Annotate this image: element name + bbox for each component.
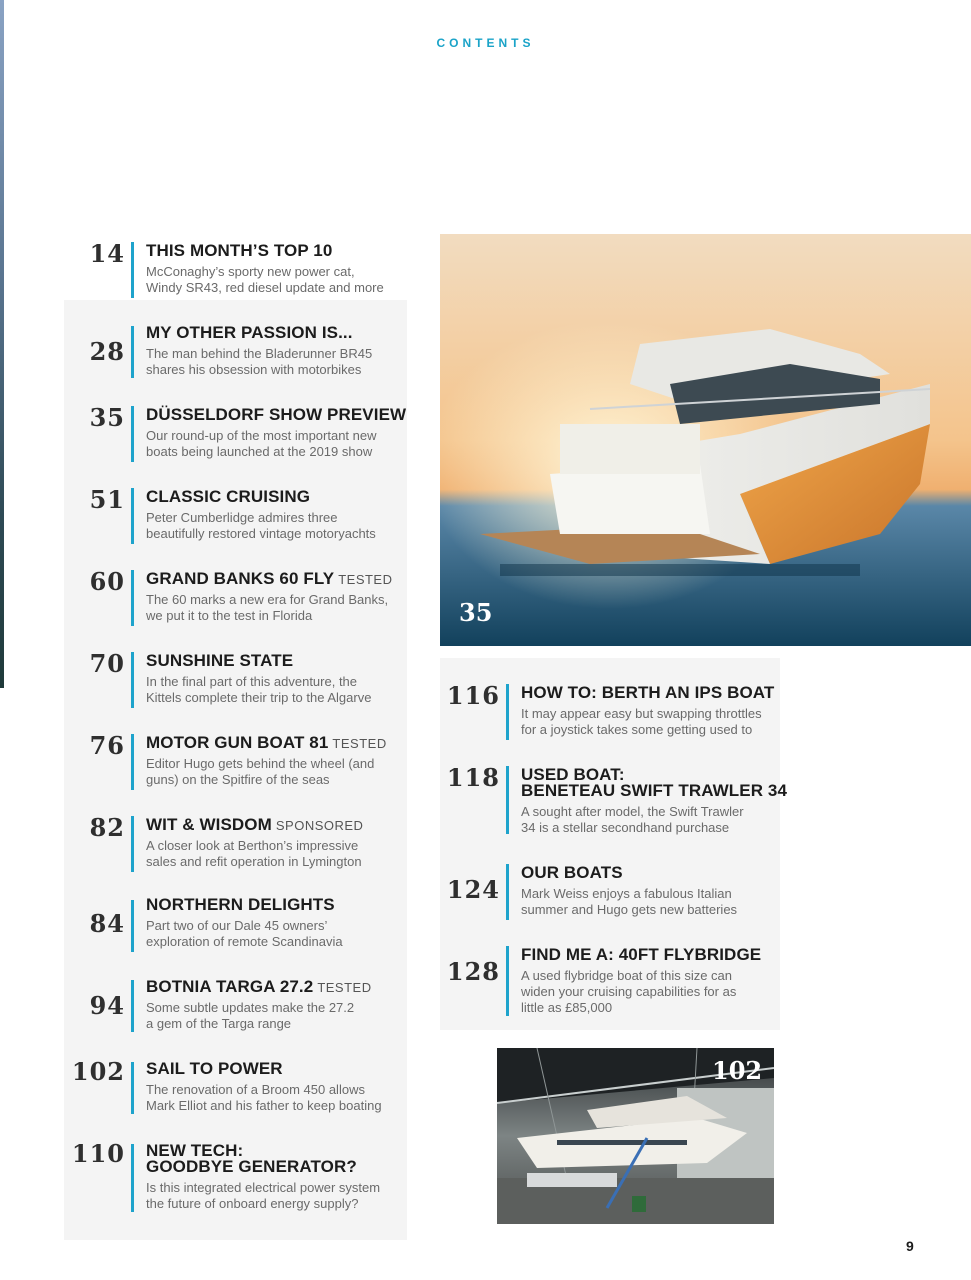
hero-photo-page-label: 35 bbox=[459, 598, 493, 627]
entry-description: a gem of the Targa range bbox=[146, 1016, 292, 1031]
entry-title: GRAND BANKS 60 FLY TESTED bbox=[146, 569, 393, 588]
page-number-label: 128 bbox=[446, 957, 500, 986]
shed-photo-page-label: 102 bbox=[712, 1056, 763, 1085]
entry-tag: SPONSORED bbox=[275, 818, 364, 833]
entry-description: little as £85,000 bbox=[521, 1000, 613, 1015]
accent-bar bbox=[131, 980, 134, 1032]
entry-description: The renovation of a Broom 450 allows bbox=[146, 1082, 365, 1097]
page-number-label: 35 bbox=[89, 403, 125, 432]
entry-description: A closer look at Berthon’s impressive bbox=[146, 838, 359, 853]
contents-entry[interactable] bbox=[375, 862, 795, 928]
contents-entry[interactable] bbox=[0, 240, 420, 306]
section-header: CONTENTS bbox=[436, 36, 535, 50]
entry-title: MY OTHER PASSION IS... bbox=[146, 323, 353, 342]
page-number-label: 102 bbox=[71, 1057, 125, 1086]
accent-bar bbox=[131, 1062, 134, 1114]
page-number-label: 124 bbox=[446, 875, 500, 904]
page-number-label: 118 bbox=[446, 763, 500, 792]
boat-cockpit bbox=[560, 424, 700, 474]
contents-entry[interactable] bbox=[0, 650, 420, 716]
accent-bar bbox=[131, 406, 134, 462]
entry-description: It may appear easy but swapping throttles bbox=[521, 706, 762, 721]
accent-bar bbox=[506, 766, 509, 834]
entry-title: WIT & WISDOM SPONSORED bbox=[146, 815, 364, 834]
folio-page-number: 9 bbox=[906, 1238, 914, 1254]
contents-entry[interactable] bbox=[0, 322, 420, 388]
entry-title-line2: BENETEAU SWIFT TRAWLER 34 bbox=[521, 781, 788, 800]
accent-bar bbox=[131, 816, 134, 872]
entry-title-line2: GOODBYE GENERATOR? bbox=[146, 1157, 357, 1176]
entry-description: beautifully restored vintage motoryachts bbox=[146, 526, 376, 541]
entry-description: for a joystick takes some getting used to bbox=[521, 722, 753, 737]
entry-title: FIND ME A: 40FT FLYBRIDGE bbox=[521, 945, 762, 964]
entry-description: 34 is a stellar secondhand purchase bbox=[521, 820, 730, 835]
entry-description: exploration of remote Scandinavia bbox=[146, 934, 343, 949]
contents-entry[interactable] bbox=[0, 978, 420, 1044]
page-number-label: 94 bbox=[89, 991, 125, 1020]
entry-tag: TESTED bbox=[317, 980, 372, 995]
page-number-label: 84 bbox=[89, 909, 125, 938]
entry-description: Some subtle updates make the 27.2 bbox=[146, 1000, 355, 1015]
entry-description: sales and refit operation in Lymington bbox=[146, 854, 362, 869]
entry-tag: TESTED bbox=[338, 572, 393, 587]
entry-description: A sought after model, the Swift Trawler bbox=[521, 804, 744, 819]
entry-title: MOTOR GUN BOAT 81 TESTED bbox=[146, 733, 387, 752]
boat-transom bbox=[550, 464, 710, 534]
entry-title: THIS MONTH’S TOP 10 bbox=[146, 241, 333, 260]
entry-title: SUNSHINE STATE bbox=[146, 651, 294, 670]
contents-entry[interactable] bbox=[0, 568, 420, 634]
entry-description: The 60 marks a new era for Grand Banks, bbox=[146, 592, 389, 607]
contents-entry[interactable] bbox=[0, 486, 420, 552]
boat-shadow bbox=[500, 564, 860, 576]
contents-entry[interactable] bbox=[0, 404, 420, 470]
entry-title: HOW TO: BERTH AN IPS BOAT bbox=[521, 683, 775, 702]
entry-description: Kittels complete their trip to the Algarve bbox=[146, 690, 372, 705]
accent-bar bbox=[131, 652, 134, 708]
page-number-label: 60 bbox=[89, 567, 125, 596]
accent-bar bbox=[131, 488, 134, 544]
entry-title: NEW TECH: bbox=[146, 1141, 244, 1160]
contents-entry[interactable] bbox=[0, 732, 420, 798]
accent-bar bbox=[506, 946, 509, 1016]
entry-title: NORTHERN DELIGHTS bbox=[146, 895, 335, 914]
hero-boat-photo bbox=[440, 234, 971, 646]
accent-bar bbox=[131, 570, 134, 626]
page-number-label: 116 bbox=[446, 681, 500, 710]
accent-bar bbox=[131, 1144, 134, 1212]
accent-bar bbox=[506, 864, 509, 920]
entry-description: The man behind the Bladerunner BR45 bbox=[146, 346, 373, 361]
contents-entry[interactable] bbox=[0, 896, 420, 962]
entry-description: McConaghy’s sporty new power cat, bbox=[146, 264, 355, 279]
accent-bar bbox=[131, 326, 134, 378]
fenders bbox=[527, 1173, 617, 1187]
entry-title: OUR BOATS bbox=[521, 863, 623, 882]
contents-entry[interactable] bbox=[0, 1057, 420, 1126]
entry-description: boats being launched at the 2019 show bbox=[146, 444, 373, 459]
entry-description: we put it to the test in Florida bbox=[146, 608, 313, 623]
accent-bar bbox=[131, 734, 134, 790]
page-number-label: 70 bbox=[89, 649, 125, 678]
entry-description: guns) on the Spitfire of the seas bbox=[146, 772, 330, 787]
entry-description: Peter Cumberlidge admires three bbox=[146, 510, 338, 525]
page-number-label: 110 bbox=[71, 1139, 125, 1168]
entry-description: Is this integrated electrical power system bbox=[146, 1180, 381, 1195]
contents-entry[interactable] bbox=[375, 944, 795, 1015]
entry-description: A used flybridge boat of this size can bbox=[521, 968, 733, 983]
accent-bar bbox=[506, 684, 509, 740]
entry-description: summer and Hugo gets new batteries bbox=[521, 902, 738, 917]
entry-tag: TESTED bbox=[332, 736, 387, 751]
page-number-label: 28 bbox=[89, 337, 125, 366]
contents-entry[interactable] bbox=[375, 763, 795, 835]
accent-bar bbox=[131, 242, 134, 298]
entry-description: Windy SR43, red diesel update and more bbox=[146, 280, 384, 295]
contents-entry[interactable] bbox=[375, 682, 795, 748]
entry-description: the future of onboard energy supply? bbox=[146, 1196, 359, 1211]
entry-description: Our round-up of the most important new bbox=[146, 428, 377, 443]
accent-bar bbox=[131, 900, 134, 952]
entry-title: SAIL TO POWER bbox=[146, 1059, 283, 1078]
page-number-label: 82 bbox=[89, 813, 125, 842]
page-number-label: 14 bbox=[89, 239, 125, 268]
page-number-label: 76 bbox=[89, 731, 125, 760]
entry-description: widen your cruising capabilities for as bbox=[521, 984, 737, 999]
contents-entry[interactable] bbox=[0, 1139, 420, 1211]
entry-description: Editor Hugo gets behind the wheel (and bbox=[146, 756, 375, 771]
contents-entry[interactable] bbox=[0, 814, 420, 880]
entry-description: shares his obsession with motorbikes bbox=[146, 362, 362, 377]
entry-title: USED BOAT: bbox=[521, 765, 625, 784]
entry-title: CLASSIC CRUISING bbox=[146, 487, 311, 506]
entry-title: DÜSSELDORF SHOW PREVIEW bbox=[146, 405, 407, 424]
entry-title: BOTNIA TARGA 27.2 TESTED bbox=[146, 977, 372, 996]
yacht-window-strip bbox=[557, 1140, 687, 1145]
entry-description: In the final part of this adventure, the bbox=[146, 674, 358, 689]
page-number-label: 51 bbox=[89, 485, 125, 514]
entry-description: Mark Weiss enjoys a fabulous Italian bbox=[521, 886, 732, 901]
entry-description: Part two of our Dale 45 owners’ bbox=[146, 918, 328, 933]
entry-description: Mark Elliot and his father to keep boating bbox=[146, 1098, 382, 1113]
green-bin bbox=[632, 1196, 646, 1212]
